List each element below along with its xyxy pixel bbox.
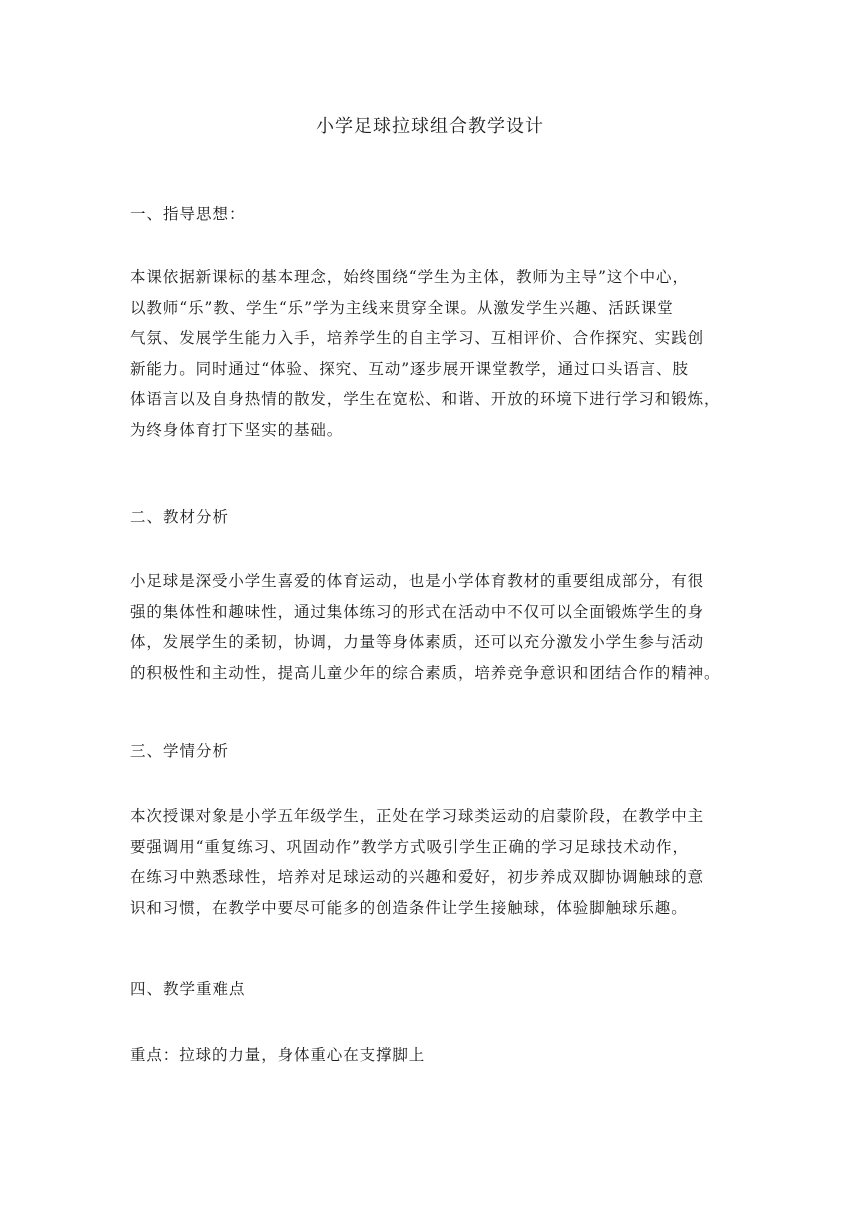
section-heading-learner-analysis: 三、学情分析 bbox=[130, 742, 230, 760]
paragraph-line: 本次授课对象是小学五年级学生，正处在学习球类运动的启蒙阶段，在教学中主 bbox=[130, 807, 705, 825]
section-paragraph-learner-analysis bbox=[130, 801, 734, 923]
section-heading-key-difficulties: 四、教学重难点 bbox=[130, 980, 246, 998]
section-paragraph-key-difficulties bbox=[130, 1040, 734, 1071]
paragraph-line: 体语言以及自身热情的散发，学生在宽松、和谐、开放的环境下进行学习和锻炼， bbox=[130, 390, 721, 408]
paragraph-line: 的积极性和主动性，提高儿童少年的综合素质，培养竞争意识和团结合作的精神。 bbox=[130, 663, 721, 682]
section-paragraph-guiding-ideology bbox=[130, 262, 734, 445]
section-paragraph-textbook-analysis bbox=[130, 566, 734, 688]
paragraph-line: 为终身体育打下坚实的基础。 bbox=[130, 420, 344, 439]
paragraph-line: 小足球是深受小学生喜爱的体育运动，也是小学体育教材的重要组成部分，有很 bbox=[130, 572, 705, 590]
section-heading-guiding-ideology: 一、指导思想： bbox=[130, 205, 246, 223]
document-title: 小学足球拉球组合教学设计 bbox=[316, 116, 544, 137]
paragraph-line: 重点：拉球的力量，身体重心在支撑脚上 bbox=[130, 1046, 426, 1064]
paragraph-line: 体，发展学生的柔韧，协调，力量等身体素质，还可以充分激发小学生参与活动 bbox=[130, 633, 705, 651]
paragraph-line: 识和习惯，在教学中要尽可能多的创造条件让学生接触球，体验脚触球乐趣。 bbox=[130, 898, 688, 917]
paragraph-line: 气氛、发展学生能力入手，培养学生的自主学习、互相评价、合作探究、实践创 bbox=[130, 329, 705, 347]
paragraph-line: 要强调用“重复练习、巩固动作”教学方式吸引学生正确的学习足球技术动作， bbox=[130, 837, 689, 856]
paragraph-line: 强的集体性和趣味性，通过集体练习的形式在活动中不仅可以全面锻炼学生的身 bbox=[130, 602, 705, 621]
section-heading-textbook-analysis: 二、教材分析 bbox=[130, 508, 230, 526]
paragraph-line: 以教师“乐”教、学生“乐”学为主线来贯穿全课。从激发学生兴趣、活跃课堂 bbox=[130, 298, 674, 317]
paragraph-line: 在练习中熟悉球性，培养对足球运动的兴趣和爱好，初步养成双脚协调触球的意 bbox=[130, 868, 705, 886]
paragraph-line: 本课依据新课标的基本理念，始终围绕“学生为主体，教师为主导”这个中心， bbox=[130, 268, 689, 286]
paragraph-line: 新能力。同时通过“体验、探究、互动”逐步展开课堂教学，通过口头语言、肢 bbox=[130, 359, 689, 378]
